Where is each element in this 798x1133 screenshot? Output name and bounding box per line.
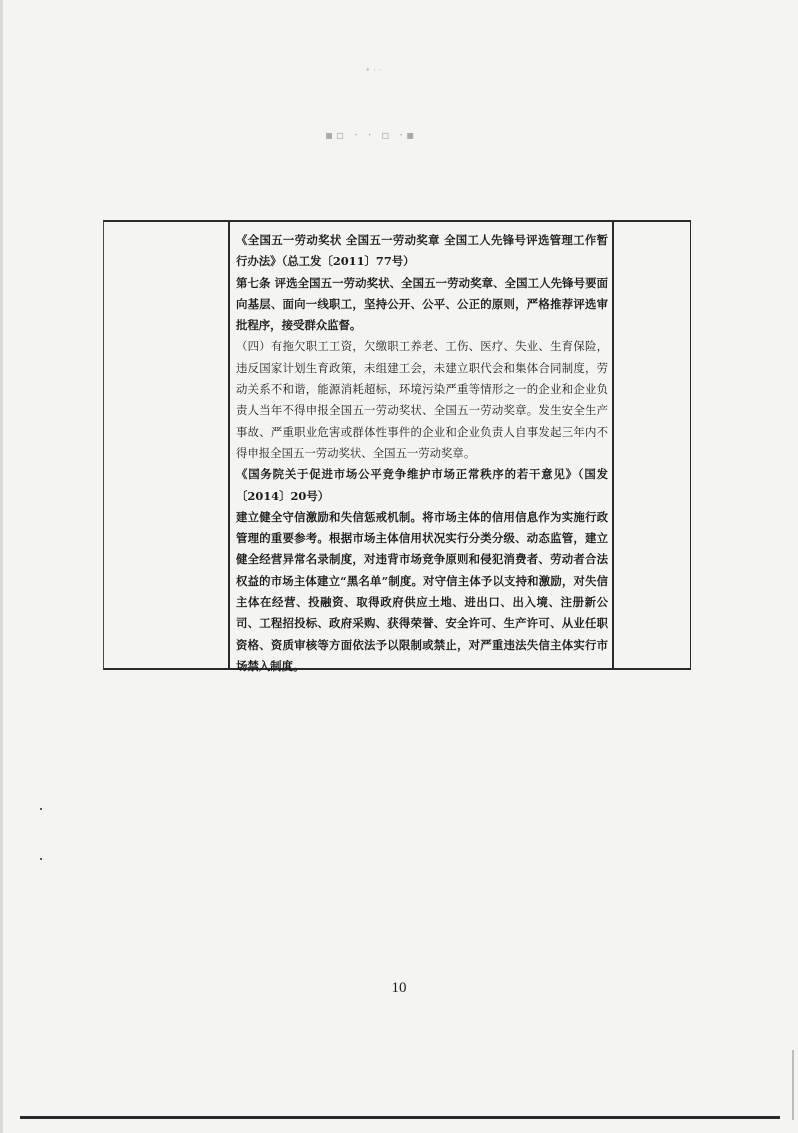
scan-dot: [40, 858, 42, 860]
table-cell-content: [236, 230, 608, 677]
regulation-title-1: 《全国五一劳动奖状 全国五一劳动奖章 全国工人先锋号评选管理工作暂行办法》（总工发〔2011〕77号）: [236, 233, 608, 269]
regulation-title-2: 《国务院关于促进市场公平竞争维护市场正常秩序的若干意见》（国发〔2014〕20号）: [236, 467, 608, 503]
regulation-table: [103, 220, 691, 673]
table-cell-left: [104, 222, 230, 668]
scan-dot: [40, 808, 42, 810]
scan-smudge-top: • · ·: [365, 66, 382, 76]
page-bottom-edge: [20, 1116, 780, 1119]
clause-4-paragraph: （四）有拖欠职工工资，欠缴职工养老、工伤、医疗、失业、生育保险，违反国家计划生育政策，未组建工会，未建立职代会和集体合同制度，劳动关系不和谐，能源消耗超标，环境污染严重等情形之一的企业和企业负责人当年不得申报全国五一劳动奖状、全国五一劳动奖章。发生安全生产事故、严重职业危害或群体性事件的企业和企业负责人自事发起三年内不得申报全国五一劳动奖状、全国五一劳动奖章。: [236, 339, 608, 460]
credit-mechanism-paragraph: 建立健全守信激励和失信惩戒机制。将市场主体的信用信息作为实施行政管理的重要参考。根据市场主体信用状况实行分类分级、动态监管，建立健全经营异常名录制度，对违背市场竞争原则和侵犯消费者、劳动者合法权益的市场主体建立“黑名单”制度。对守信主体予以支持和激励，对失信主体在经营、投融资、取得政府供应土地、进出口、出入境、注册新公司、工程招投标、政府采购、获得荣誉、安全许可、生产许可、从业任职资格、资质审核等方面依法予以限制或禁止，对严重违法失信主体实行市场禁入制度。: [236, 509, 608, 673]
scan-edge-mark: [792, 1050, 794, 1120]
article-7-paragraph: 第七条 评选全国五一劳动奖状、全国五一劳动奖章、全国工人先锋号要面向基层、面向一线职工，坚持公开、公平、公正的原则，严格推荐评选审批程序，接受群众监督。: [236, 275, 608, 333]
page-number: 10: [391, 980, 407, 996]
page-edge: [0, 0, 3, 1133]
scan-smudge-header: ▪▫ · · ▫ ·▪: [325, 128, 418, 142]
table-cell-right: [612, 222, 690, 668]
